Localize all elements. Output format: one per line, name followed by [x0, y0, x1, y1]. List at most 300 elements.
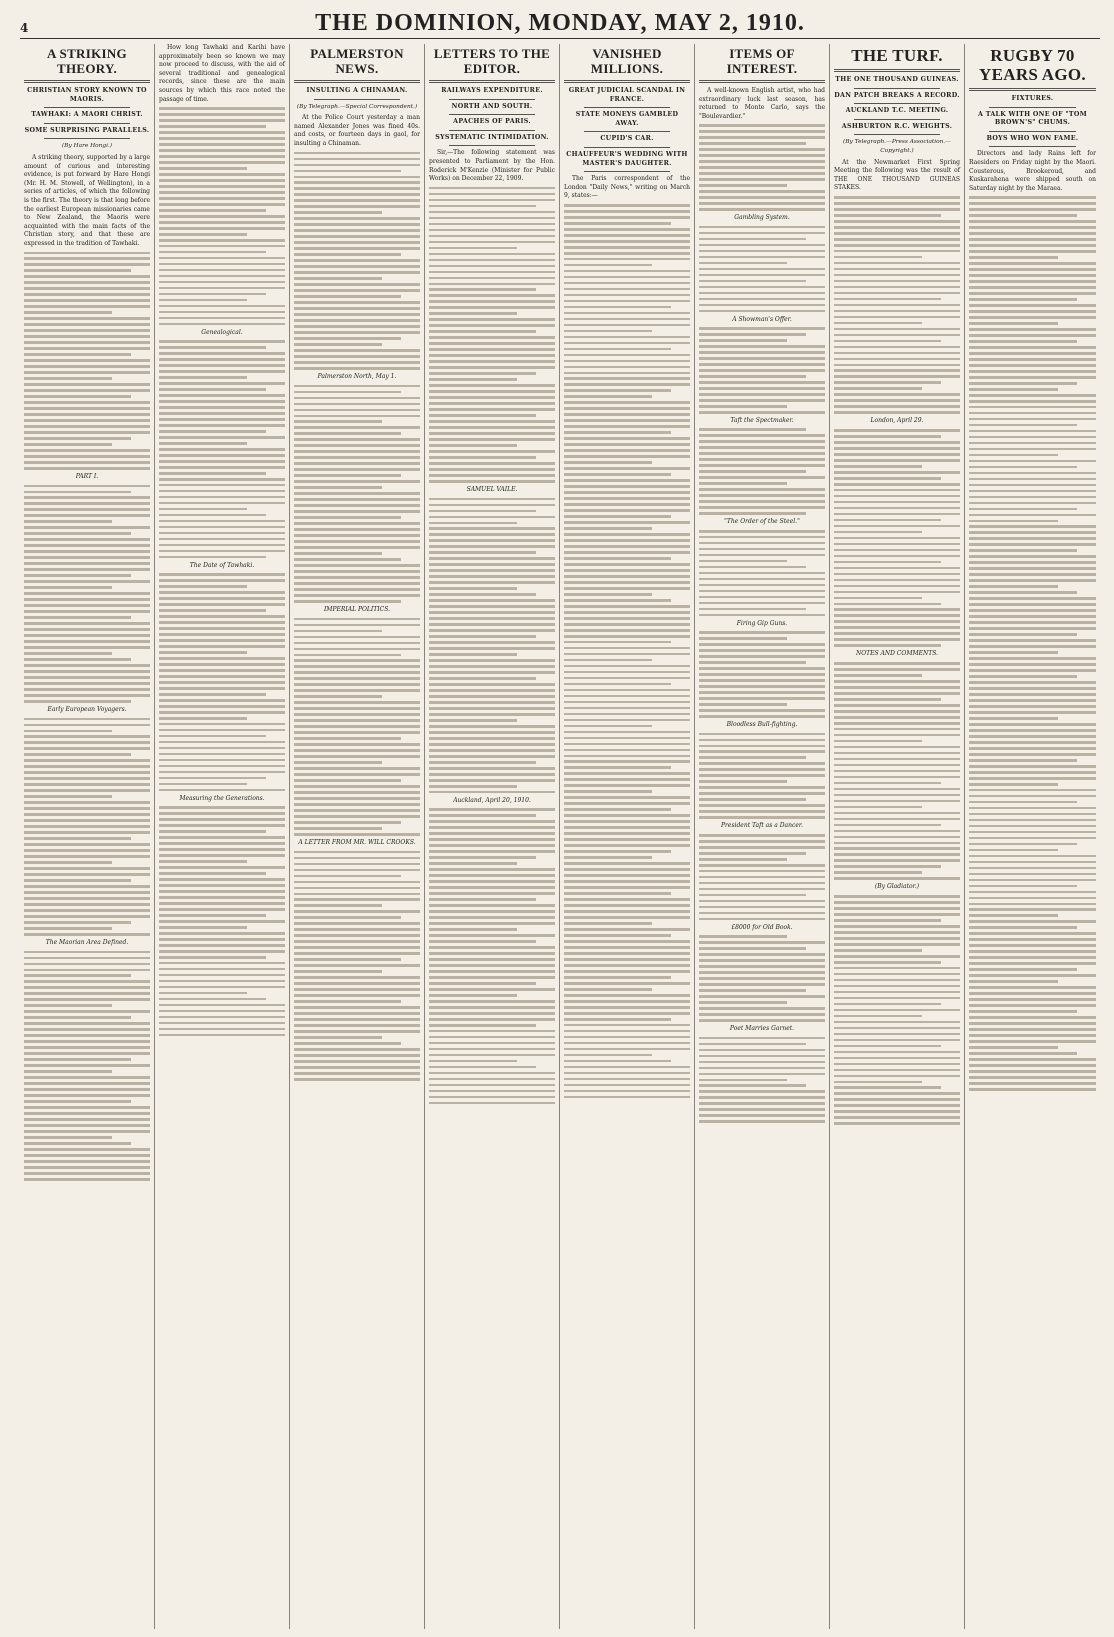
text-line — [294, 719, 420, 722]
text-line — [294, 749, 420, 752]
text-line — [564, 641, 671, 644]
text-line — [564, 1036, 690, 1039]
text-line — [294, 295, 401, 298]
text-line — [294, 964, 420, 967]
headline-rule — [294, 80, 420, 83]
text-line — [834, 830, 960, 833]
text-line — [24, 646, 150, 649]
text-line — [564, 808, 671, 811]
text-line — [294, 940, 420, 943]
text-line — [564, 228, 690, 231]
text-line — [429, 396, 555, 399]
text-line — [834, 573, 960, 576]
text-line — [969, 657, 1096, 660]
text-line — [159, 496, 285, 499]
text-line — [294, 391, 401, 394]
text-line — [834, 1092, 960, 1095]
text-line — [429, 420, 555, 423]
text-line — [699, 172, 825, 175]
text-line — [294, 791, 420, 794]
text-line — [834, 812, 960, 815]
text-line — [969, 920, 1096, 923]
text-line — [564, 677, 690, 680]
text-line — [969, 292, 1096, 295]
sub-rule — [854, 103, 940, 104]
text-line — [429, 976, 555, 979]
text-line — [24, 1028, 150, 1031]
text-line — [564, 545, 690, 548]
text-line — [159, 215, 285, 218]
text-line — [24, 700, 131, 703]
text-line — [834, 244, 960, 247]
text-line — [429, 432, 555, 435]
text-line — [294, 630, 382, 633]
text-line — [699, 286, 825, 289]
text-line — [24, 903, 150, 906]
text-line — [294, 851, 420, 854]
text-line — [969, 759, 1077, 762]
text-line — [159, 107, 285, 110]
text-line — [429, 456, 536, 459]
text-line — [834, 1033, 960, 1036]
text-line — [564, 360, 690, 363]
text-line — [294, 570, 420, 573]
text-line — [834, 758, 960, 761]
text-line — [294, 438, 420, 441]
text-line — [159, 305, 285, 308]
text-line — [564, 389, 671, 392]
text-line — [159, 962, 285, 965]
text-line — [564, 904, 690, 907]
text-line — [159, 729, 285, 732]
text-line — [24, 538, 150, 541]
section-heading: Measuring the Generations. — [179, 794, 265, 802]
text-line — [834, 728, 960, 731]
text-line — [564, 467, 690, 470]
text-line — [429, 294, 555, 297]
text-line — [159, 370, 285, 373]
text-line — [699, 1019, 825, 1022]
text-line — [699, 399, 825, 402]
text-line — [834, 836, 960, 839]
article-body: At the Newmarket First Spring Meeting the following was the result of THE ONE THOUSAND GUINEAS STAKES. — [834, 158, 960, 192]
text-line — [564, 760, 690, 763]
text-line — [159, 789, 285, 792]
text-line — [294, 767, 420, 770]
text-line — [294, 988, 420, 991]
text-line — [699, 434, 825, 437]
text-line — [429, 832, 555, 835]
text-line — [159, 866, 285, 869]
text-line — [24, 741, 150, 744]
text-line — [834, 1063, 960, 1066]
text-line — [969, 298, 1077, 301]
text-line — [294, 265, 420, 268]
text-line — [159, 777, 266, 780]
text-line — [24, 759, 150, 762]
text-line — [294, 432, 401, 435]
text-line — [159, 275, 285, 278]
text-line — [969, 412, 1096, 415]
text-line — [564, 790, 652, 793]
article-body: Sir,—The following statement was presented to Parliament by the Hon. Roderick M'Kenzie (Minister for Public Works) on December 22, 1909. — [429, 149, 555, 183]
text-line — [564, 689, 690, 692]
text-line — [24, 1136, 112, 1139]
text-line — [294, 528, 420, 531]
text-line — [699, 756, 806, 759]
text-line — [564, 551, 690, 554]
text-line — [834, 937, 960, 940]
text-line — [969, 855, 1096, 858]
text-line — [969, 1076, 1096, 1079]
text-line — [429, 785, 517, 788]
text-line — [969, 789, 1096, 792]
text-line — [159, 920, 285, 923]
text-line — [699, 1049, 825, 1052]
text-line — [969, 418, 1096, 421]
text-line — [159, 974, 285, 977]
text-line — [699, 452, 825, 455]
text-line — [429, 408, 555, 411]
text-line — [699, 1037, 825, 1040]
text-line — [834, 626, 960, 629]
text-line — [429, 892, 555, 895]
text-line — [24, 269, 131, 272]
text-line — [429, 665, 555, 668]
text-line — [564, 826, 690, 829]
text-line — [294, 283, 420, 286]
text-line — [969, 825, 1096, 828]
text-line — [834, 824, 941, 827]
text-line — [429, 450, 555, 453]
text-line — [834, 369, 960, 372]
text-line — [24, 461, 150, 464]
text-line — [159, 747, 285, 750]
text-line — [24, 837, 131, 840]
text-line — [834, 973, 960, 976]
text-line — [429, 886, 555, 889]
text-line — [699, 1084, 806, 1087]
text-line — [969, 436, 1096, 439]
text-line — [834, 895, 960, 898]
text-line — [699, 1114, 825, 1117]
text-line — [159, 603, 285, 606]
text-line — [159, 412, 285, 415]
text-line — [429, 767, 555, 770]
text-line — [429, 522, 517, 525]
text-line — [159, 430, 266, 433]
text-line — [24, 963, 150, 966]
text-line — [834, 788, 960, 791]
text-line — [429, 701, 555, 704]
text-line — [429, 605, 555, 608]
text-line — [969, 454, 1058, 457]
text-line — [699, 637, 787, 640]
text-line — [294, 468, 420, 471]
text-line — [159, 836, 285, 839]
text-line — [159, 113, 285, 116]
text-line — [564, 647, 690, 650]
text-line — [834, 1021, 960, 1024]
text-line — [564, 605, 690, 608]
text-line — [564, 766, 671, 769]
text-line — [294, 474, 401, 477]
text-line — [429, 527, 555, 530]
text-line — [969, 968, 1077, 971]
text-line — [159, 346, 266, 349]
sub-rule — [854, 119, 940, 120]
text-line — [969, 897, 1096, 900]
text-line — [564, 342, 690, 345]
text-line — [834, 1098, 960, 1101]
text-line — [429, 743, 555, 746]
text-line — [834, 1086, 941, 1089]
text-line — [429, 229, 555, 232]
text-line — [159, 890, 285, 893]
text-line — [159, 1028, 285, 1031]
text-line — [24, 449, 150, 452]
text-line — [969, 651, 1058, 654]
sub-rule — [449, 130, 535, 131]
text-line — [294, 803, 420, 806]
text-line — [429, 187, 555, 190]
text-line — [699, 405, 787, 408]
text-line — [834, 692, 960, 695]
text-line — [159, 657, 285, 660]
text-line — [159, 155, 285, 158]
text-line — [429, 1072, 555, 1075]
text-line — [564, 401, 690, 404]
text-line — [834, 865, 941, 868]
text-line — [429, 277, 555, 280]
text-line — [834, 997, 960, 1000]
text-line — [969, 232, 1096, 235]
sub-headline: APACHES OF PARIS. — [453, 118, 531, 126]
text-line — [564, 1000, 690, 1003]
text-line — [429, 462, 555, 465]
text-line — [969, 837, 1096, 840]
text-line — [834, 555, 960, 558]
text-line — [969, 537, 1096, 540]
text-line — [159, 723, 285, 726]
text-line — [699, 470, 806, 473]
text-line — [159, 1010, 285, 1013]
newspaper-columns — [20, 44, 1100, 1629]
text-line — [429, 641, 555, 644]
text-line — [699, 703, 787, 706]
text-line — [699, 1043, 806, 1046]
text-line — [294, 217, 420, 220]
text-line — [834, 328, 960, 331]
text-line — [294, 785, 420, 788]
text-line — [969, 974, 1096, 977]
text-line — [429, 480, 555, 483]
article-body: A striking theory, supported by a large amount of curious and interesting evidence, is put forward by Hare Hongi (Mr. H. M. Stowell, of Wellington), in a series of articles, of which the following is the first. The theory is that long before the earliest European missionaries came to New Zealand, the Maoris were acquainted with the main facts of the Christian story, and that these are expressed in the tradition of Tawhaki. — [24, 153, 150, 247]
sub-rule — [854, 88, 940, 89]
text-line — [294, 181, 420, 184]
text-line — [969, 334, 1096, 337]
text-line — [24, 526, 150, 529]
text-line — [834, 1110, 960, 1113]
text-line — [564, 671, 690, 674]
text-line — [969, 717, 1058, 720]
text-line — [564, 527, 652, 530]
text-line — [159, 998, 266, 1001]
text-line — [699, 1055, 825, 1058]
text-line — [834, 608, 960, 611]
text-line — [564, 372, 690, 375]
text-line — [24, 843, 150, 846]
text-line — [564, 515, 671, 518]
text-line — [159, 944, 285, 947]
text-line — [429, 581, 555, 584]
article-body: Directors and lady Rains left for Raesiders on Friday night by the Maori. Cousterous, Brookeroud, and Kuskarahena were shipped south on Saturday night by the Maraea. — [969, 150, 1096, 192]
article-headline: PALMERSTON NEWS. — [310, 46, 404, 76]
text-line — [834, 364, 960, 367]
text-line — [969, 478, 1096, 481]
text-line — [699, 1096, 825, 1099]
text-line — [294, 904, 382, 907]
text-line — [24, 437, 131, 440]
text-line — [969, 196, 1096, 199]
section-heading: SAMUEL VAILE. — [466, 485, 518, 493]
text-line — [564, 928, 690, 931]
text-line — [294, 1078, 420, 1081]
byline: (By Telegraph.—Press Association.—Copyright.) — [843, 139, 951, 154]
text-line — [969, 603, 1096, 606]
text-line — [699, 1013, 825, 1016]
text-line — [159, 812, 285, 815]
text-line — [429, 533, 555, 536]
text-line — [834, 638, 960, 641]
text-line — [24, 532, 131, 535]
text-line — [564, 521, 690, 524]
text-line — [699, 894, 806, 897]
text-line — [294, 809, 420, 812]
text-line — [294, 205, 420, 208]
text-line — [429, 725, 555, 728]
text-line — [159, 382, 285, 385]
text-line — [159, 591, 285, 594]
text-line — [699, 196, 825, 199]
text-line — [699, 691, 825, 694]
text-line — [969, 639, 1096, 642]
text-line — [699, 232, 825, 235]
text-line — [834, 585, 960, 588]
text-line — [969, 1034, 1096, 1037]
text-line — [24, 550, 150, 553]
text-line — [699, 870, 825, 873]
text-line — [834, 949, 922, 952]
text-line — [834, 680, 960, 683]
text-line — [564, 581, 690, 584]
text-line — [834, 1122, 960, 1125]
text-line — [294, 636, 420, 639]
text-line — [429, 623, 555, 626]
text-line — [24, 1040, 150, 1043]
text-line — [564, 593, 652, 596]
text-line — [24, 664, 150, 667]
text-line — [969, 998, 1096, 1001]
text-line — [24, 514, 150, 517]
text-line — [969, 645, 1096, 648]
text-line — [969, 908, 1096, 911]
text-line — [24, 353, 131, 356]
text-line — [159, 526, 285, 529]
text-line — [969, 675, 1077, 678]
text-line — [564, 413, 690, 416]
text-line — [699, 667, 825, 670]
text-line — [834, 471, 960, 474]
text-line — [564, 1030, 690, 1033]
article-headline: LETTERS TO THE EDITOR. — [433, 46, 551, 76]
text-line — [294, 1054, 420, 1057]
text-line — [969, 938, 1096, 941]
text-line — [699, 554, 825, 557]
text-line — [699, 428, 806, 431]
text-line — [24, 676, 150, 679]
text-line — [294, 875, 401, 878]
text-line — [699, 1120, 825, 1123]
text-line — [429, 940, 536, 943]
text-line — [969, 238, 1096, 241]
text-line — [294, 982, 420, 985]
text-line — [969, 370, 1096, 373]
text-line — [159, 442, 247, 445]
text-line — [159, 233, 247, 236]
text-line — [159, 161, 285, 164]
text-line — [429, 791, 555, 794]
text-line — [699, 304, 825, 307]
text-line — [24, 502, 150, 505]
text-line — [429, 593, 536, 596]
text-line — [429, 599, 555, 602]
column-8 — [965, 44, 1100, 1629]
text-line — [834, 232, 960, 235]
text-line — [294, 504, 420, 507]
text-line — [429, 988, 555, 991]
text-line — [294, 199, 420, 202]
text-line — [294, 576, 420, 579]
text-line — [294, 600, 401, 603]
text-line — [24, 909, 150, 912]
section-heading: The Maorian Area Defined. — [45, 938, 129, 946]
text-line — [834, 531, 922, 534]
text-line — [429, 1102, 555, 1105]
text-line — [969, 472, 1096, 475]
column-4 — [425, 44, 560, 1629]
text-line — [834, 268, 960, 271]
text-line — [564, 461, 652, 464]
text-line — [834, 991, 960, 994]
column-1 — [20, 44, 155, 1629]
text-line — [834, 1081, 922, 1084]
text-line — [699, 1001, 787, 1004]
text-line — [159, 1022, 285, 1025]
text-line — [159, 675, 285, 678]
text-line — [159, 950, 285, 953]
text-line — [294, 928, 420, 931]
text-line — [24, 359, 150, 362]
text-line — [564, 264, 652, 267]
text-line — [159, 663, 285, 666]
text-line — [699, 458, 825, 461]
text-line — [429, 850, 555, 853]
text-line — [24, 586, 112, 589]
text-line — [564, 725, 652, 728]
text-line — [699, 280, 806, 283]
section-heading: President Taft as a Dancer. — [720, 822, 803, 830]
